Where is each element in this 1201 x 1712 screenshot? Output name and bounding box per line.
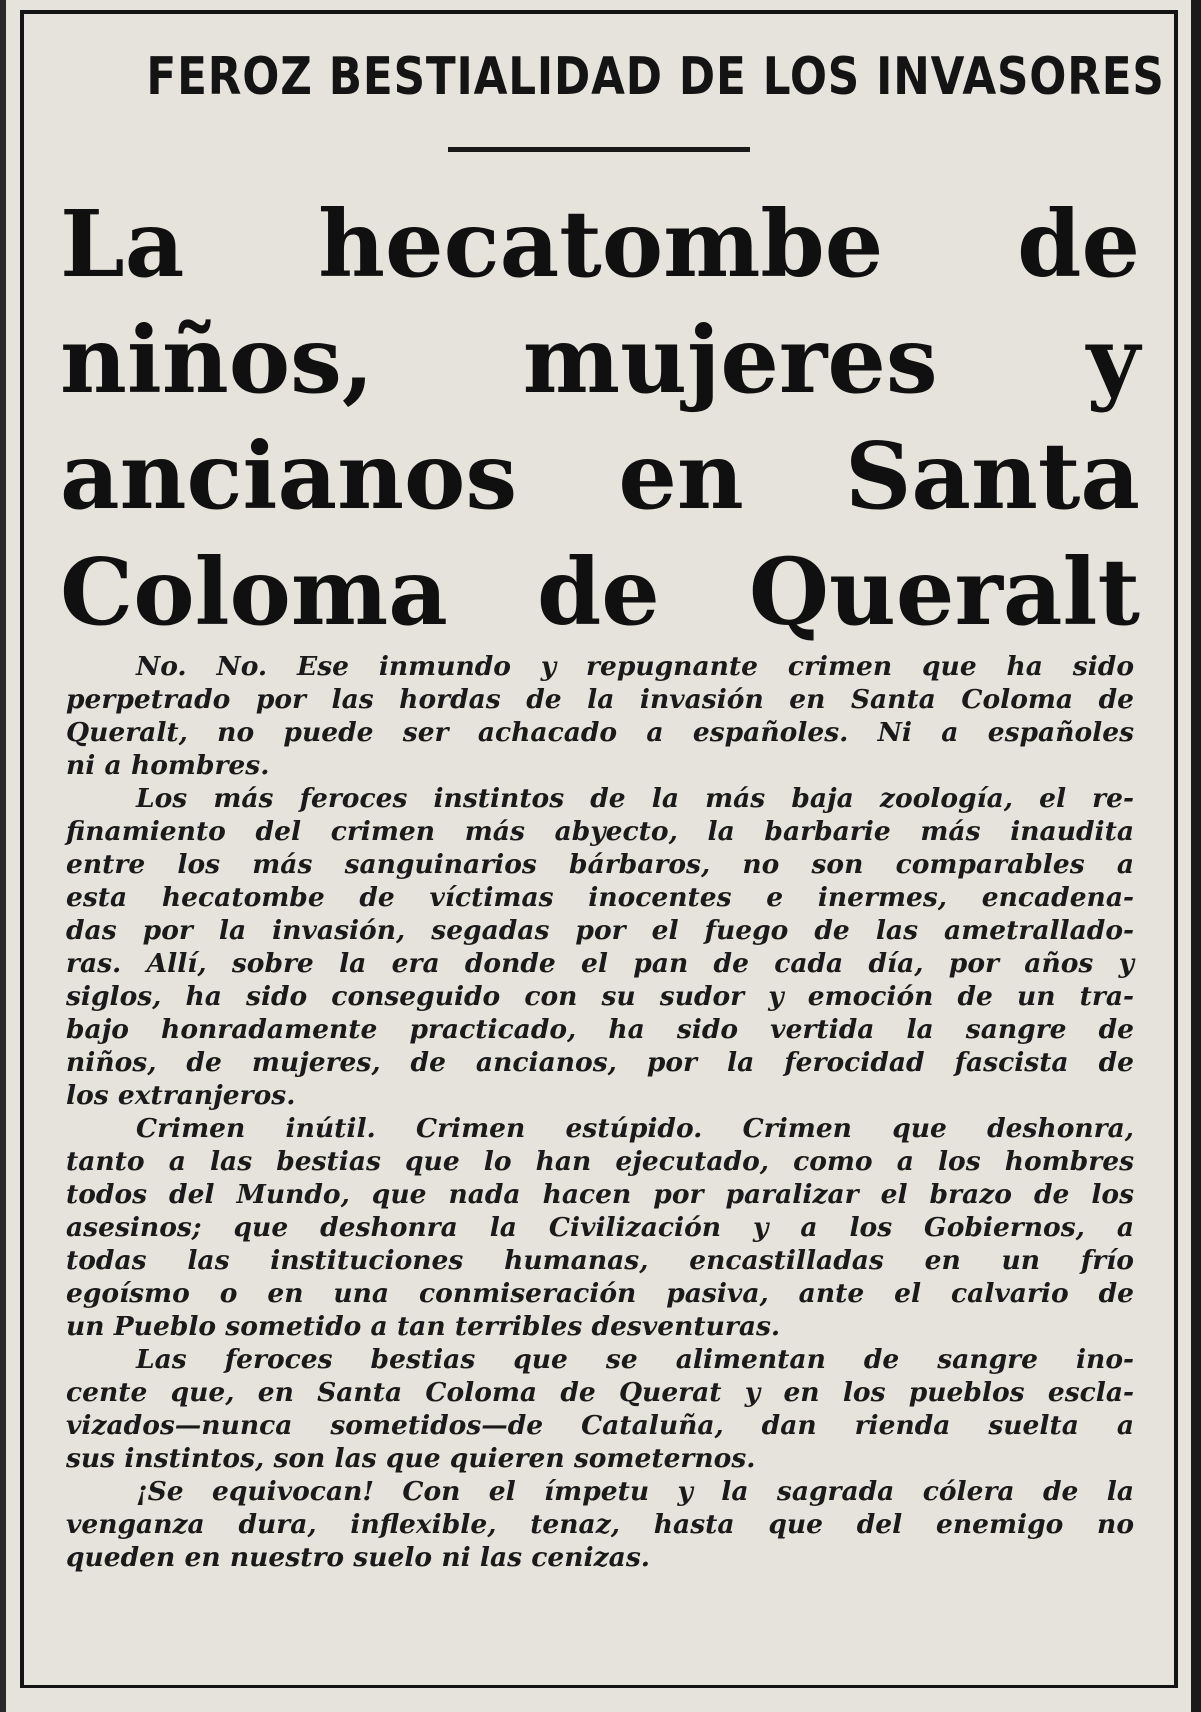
body-line: todos del Mundo, que nada hacen por paralizar el brazo de los — [66, 1179, 1134, 1210]
body-line: ¡Se equivocan! Con el ímpetu y la sagrada cólera de la — [136, 1476, 1134, 1507]
body-line: esta hecatombe de víctimas inocentes e inermes, encadena- — [66, 882, 1134, 913]
body-line: todas las instituciones humanas, encastilladas en un frío — [66, 1245, 1134, 1276]
body-line: siglos, ha sido conseguido con su sudor y emoción de un tra- — [66, 981, 1134, 1012]
body-line: Las feroces bestias que se alimentan de sangre ino- — [136, 1344, 1134, 1375]
body-line: sus instintos, son las que quieren someternos. — [66, 1443, 756, 1474]
body-line: egoísmo o en una conmiseración pasiva, ante el calvario de — [66, 1278, 1134, 1309]
body-line: ni a hombres. — [66, 750, 270, 781]
main-headline — [60, 186, 1140, 650]
body-line: Los más feroces instintos de la más baja zoología, el re- — [136, 783, 1134, 814]
body-line: los extranjeros. — [66, 1080, 296, 1111]
body-line: queden en nuestro suelo ni las cenizas. — [66, 1542, 650, 1573]
body-line: das por la invasión, segadas por el fuego de las ametrallado- — [66, 915, 1134, 946]
body-line: Crimen inútil. Crimen estúpido. Crimen que deshonra, — [136, 1113, 1134, 1144]
body-line: venganza dura, inflexible, tenaz, hasta que del enemigo no — [66, 1509, 1134, 1540]
body-line: vizados—nunca sometidos—de Cataluña, dan rienda suelta a — [66, 1410, 1134, 1441]
clipping-right-edge — [1191, 0, 1201, 1712]
body-line: bajo honradamente practicado, ha sido vertida la sangre de — [66, 1014, 1134, 1045]
body-line: No. No. Ese inmundo y repugnante crimen que ha sido — [136, 651, 1134, 682]
body-line: Queralt, no puede ser achacado a españoles. Ni a españoles — [66, 717, 1134, 748]
kicker-headline: FEROZ BESTIALIDAD DE LOS INVASORES — [146, 47, 1165, 107]
headline-line: Coloma de Queralt — [60, 538, 1140, 646]
body-line: finamiento del crimen más abyecto, la barbarie más inaudita — [66, 816, 1134, 847]
body-line: perpetrado por las hordas de la invasión en Santa Coloma de — [66, 684, 1134, 715]
body-line: niños, de mujeres, de ancianos, por la ferocidad fascista de — [66, 1047, 1134, 1078]
body-line: asesinos; que deshonra la Civilización y a los Gobiernos, a — [66, 1212, 1134, 1243]
body-line: entre los más sanguinarios bárbaros, no son comparables a — [66, 849, 1134, 880]
headline-line: ancianos en Santa — [60, 422, 1140, 530]
headline-divider — [448, 147, 750, 152]
body-line: tanto a las bestias que lo han ejecutado, como a los hombres — [66, 1146, 1134, 1177]
body-line: ras. Allí, sobre la era donde el pan de cada día, por años y — [66, 948, 1134, 979]
body-line: un Pueblo sometido a tan terribles desventuras. — [66, 1311, 781, 1342]
body-line: cente que, en Santa Coloma de Querat y en los pueblos escla- — [66, 1377, 1134, 1408]
clipping-left-edge — [0, 0, 6, 1712]
headline-line: niños, mujeres y — [60, 306, 1140, 414]
article-body — [66, 650, 1134, 1574]
headline-line: La hecatombe de — [60, 190, 1140, 298]
